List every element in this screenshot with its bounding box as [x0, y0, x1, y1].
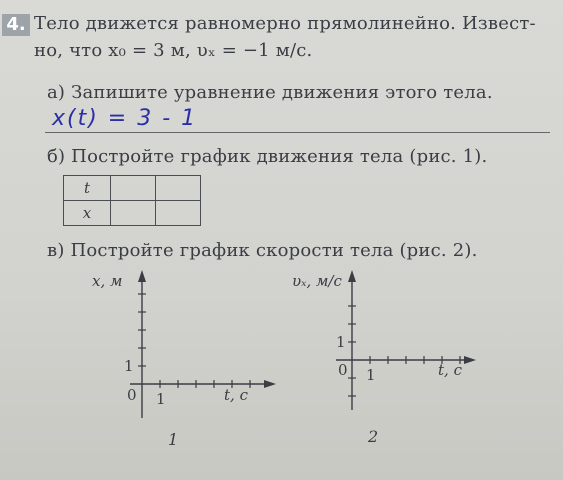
graph-1-axes — [90, 268, 280, 428]
graph-1-origin: 0 — [127, 386, 137, 404]
table-row — [64, 201, 201, 226]
graph-2-axes — [290, 268, 480, 418]
values-table — [63, 175, 201, 226]
graph-1-caption: 1 — [168, 430, 179, 449]
x-axis-arrow-icon — [264, 380, 276, 388]
graph-2-y-label: υₓ, м/с — [292, 272, 342, 290]
table-label-t: t — [64, 176, 111, 201]
graph-1 — [90, 268, 280, 428]
x-axis-arrow-icon — [464, 356, 476, 364]
y-axis-arrow-icon — [138, 270, 146, 282]
answer-line — [45, 132, 550, 133]
table-cell[interactable] — [156, 176, 201, 201]
task-number: 4. — [2, 14, 30, 36]
graph-2-x-label: t, c — [438, 361, 462, 379]
graph-2-caption: 2 — [368, 427, 379, 446]
table-cell[interactable] — [156, 201, 201, 226]
task-text-line1: Тело движется равномерно прямолинейно. Извест- — [34, 13, 536, 34]
handwritten-answer: x(t) = 3 - 1 — [52, 106, 198, 131]
graph-2-y-tick: 1 — [336, 333, 346, 351]
table-cell[interactable] — [111, 201, 156, 226]
table-label-x: x — [64, 201, 111, 226]
graph-2-x-tick: 1 — [366, 366, 376, 384]
graph-1-x-label: t, c — [224, 386, 248, 404]
table-row — [64, 176, 201, 201]
part-a-prompt: а) Запишите уравнение движения этого тела. — [47, 82, 493, 103]
graph-1-x-tick: 1 — [156, 390, 166, 408]
graph-1-y-label: x, м — [92, 272, 123, 290]
y-axis-arrow-icon — [348, 270, 356, 282]
part-v-prompt: в) Постройте график скорости тела (рис. 2). — [47, 240, 478, 261]
table-cell[interactable] — [111, 176, 156, 201]
part-b-prompt: б) Постройте график движения тела (рис. 1). — [47, 146, 488, 167]
graph-1-y-tick: 1 — [124, 357, 134, 375]
task-text-line2: но, что x₀ = 3 м, υₓ = −1 м/с. — [34, 40, 313, 61]
graph-2 — [290, 268, 480, 418]
graph-2-origin: 0 — [338, 361, 348, 379]
